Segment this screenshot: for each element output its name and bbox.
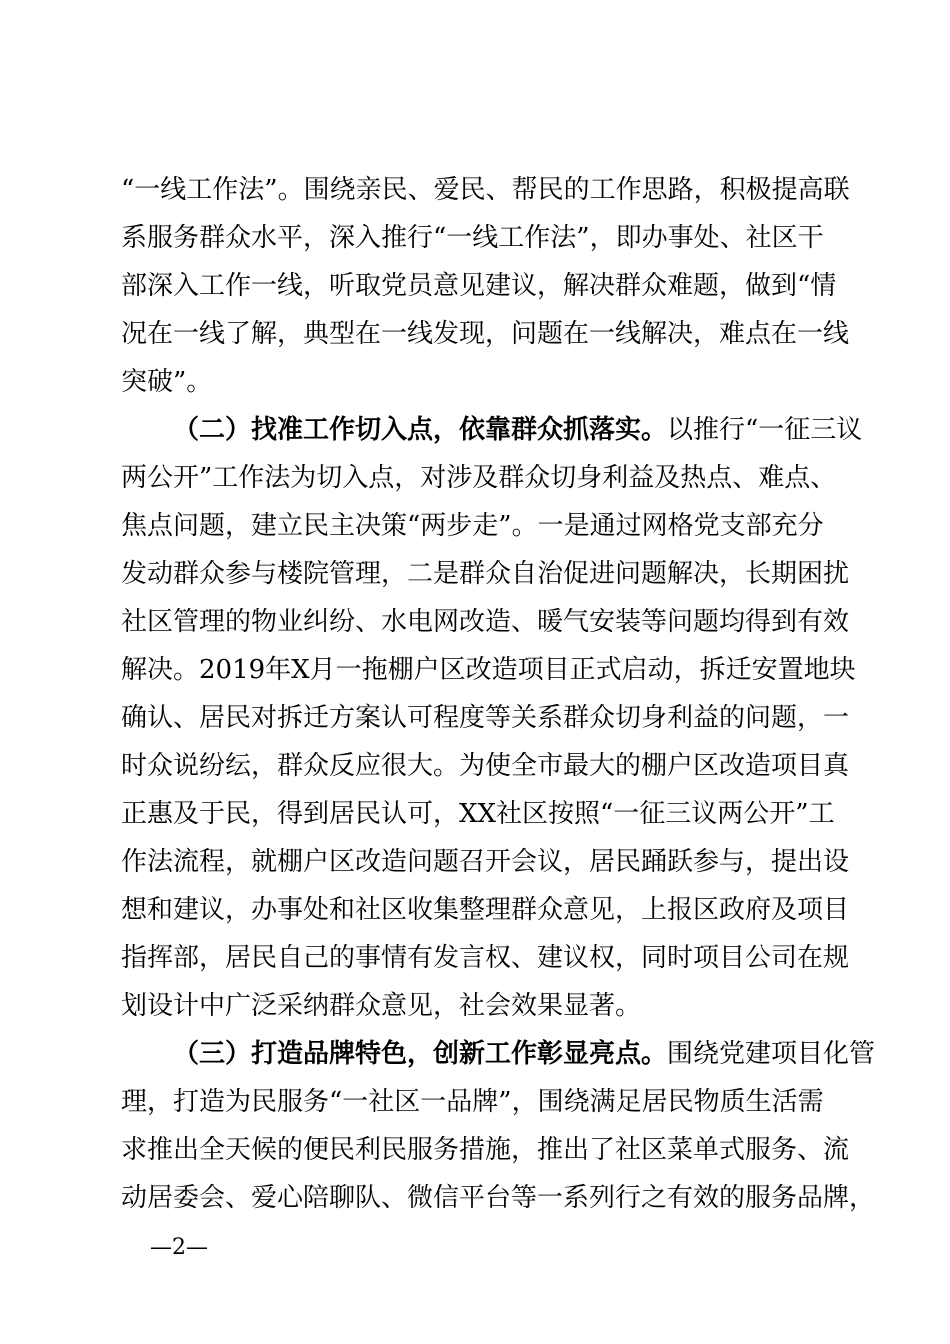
section-heading: （三）打造品牌特色，创新工作彰显亮点。 — [173, 1039, 668, 1069]
line-text: 系服务群众水平，深入推行“一线工作法”，即办事处、社区干 — [121, 223, 824, 253]
line-text: 发动群众参与楼院管理，二是群众自治促进问题解决，长期困扰 — [121, 559, 850, 589]
line-text: 两公开”工作法为切入点，对涉及群众切身利益及热点、难点、 — [121, 463, 837, 493]
line-text: 理，打造为民服务“一社区一品牌”，围绕满足居民物质生活需 — [121, 1087, 824, 1117]
page-number: —2— — [150, 1235, 208, 1260]
line-text: 以推行“一征三议 — [667, 415, 863, 445]
text-line — [121, 842, 850, 882]
text-line — [121, 506, 831, 546]
text-line — [121, 458, 837, 498]
line-text: 焦点问题，建立民主决策“两步走”。一是通过网格党支部充分 — [121, 511, 824, 541]
line-text: 想和建议，办事处和社区收集整理群众意见，上报区政府及项目 — [121, 895, 850, 925]
line-text: “一线工作法”。围绕亲民、爱民、帮民的工作思路，积极提高联 — [121, 175, 850, 205]
text-line — [121, 698, 850, 738]
line-text: 求推出全天候的便民利民服务措施，推出了社区菜单式服务、流 — [121, 1135, 850, 1165]
line-text: 指挥部，居民自己的事情有发言权、建议权，同时项目公司在规 — [121, 943, 850, 973]
text-line — [121, 266, 837, 306]
line-text: 划设计中广泛采纳群众意见，社会效果显著。 — [121, 991, 642, 1021]
line-text: 部深入工作一线，听取党员意见建议，解决群众难题，做到“情 — [121, 271, 837, 301]
section-heading-line — [173, 410, 863, 450]
line-text: 时众说纷纭，群众反应很大。为使全市最大的棚户区改造项目真 — [121, 751, 850, 781]
text-line — [121, 1130, 850, 1170]
text-line — [121, 938, 850, 978]
text-line — [121, 890, 850, 930]
line-text: 解决。2019年X月一拖棚户区改造项目正式启动，拆迁安置地块 — [121, 655, 856, 685]
section-heading-line — [173, 1034, 876, 1074]
text-line — [121, 218, 831, 258]
line-text: 况在一线了解，典型在一线发现，问题在一线解决，难点在一线 — [121, 319, 850, 349]
line-text: 确认、居民对拆迁方案认可程度等关系群众切身利益的问题，一 — [121, 703, 850, 733]
line-text: 社区管理的物业纠纷、水电网改造、暖气安装等问题均得到有效 — [121, 607, 850, 637]
text-line — [121, 314, 850, 354]
line-text: 突破”。 — [121, 367, 213, 397]
text-line — [121, 362, 831, 402]
text-line — [121, 170, 850, 210]
text-line — [121, 650, 856, 690]
line-text: 正惠及于民，得到居民认可，XX社区按照“一征三议两公开”工 — [121, 799, 835, 829]
section-heading: （二）找准工作切入点，依靠群众抓落实。 — [173, 415, 668, 445]
line-text: 动居委会、爱心陪聊队、微信平台等一系列行之有效的服务品牌， — [121, 1183, 876, 1213]
text-line — [121, 554, 850, 594]
text-line — [121, 602, 850, 642]
text-line — [121, 986, 831, 1026]
line-text: 围绕党建项目化管 — [667, 1039, 876, 1069]
text-line — [121, 1178, 876, 1218]
line-text: 作法流程，就棚户区改造问题召开会议，居民踊跃参与，提出设 — [121, 847, 850, 877]
text-line — [121, 746, 850, 786]
text-line — [121, 1082, 831, 1122]
text-line — [121, 794, 835, 834]
